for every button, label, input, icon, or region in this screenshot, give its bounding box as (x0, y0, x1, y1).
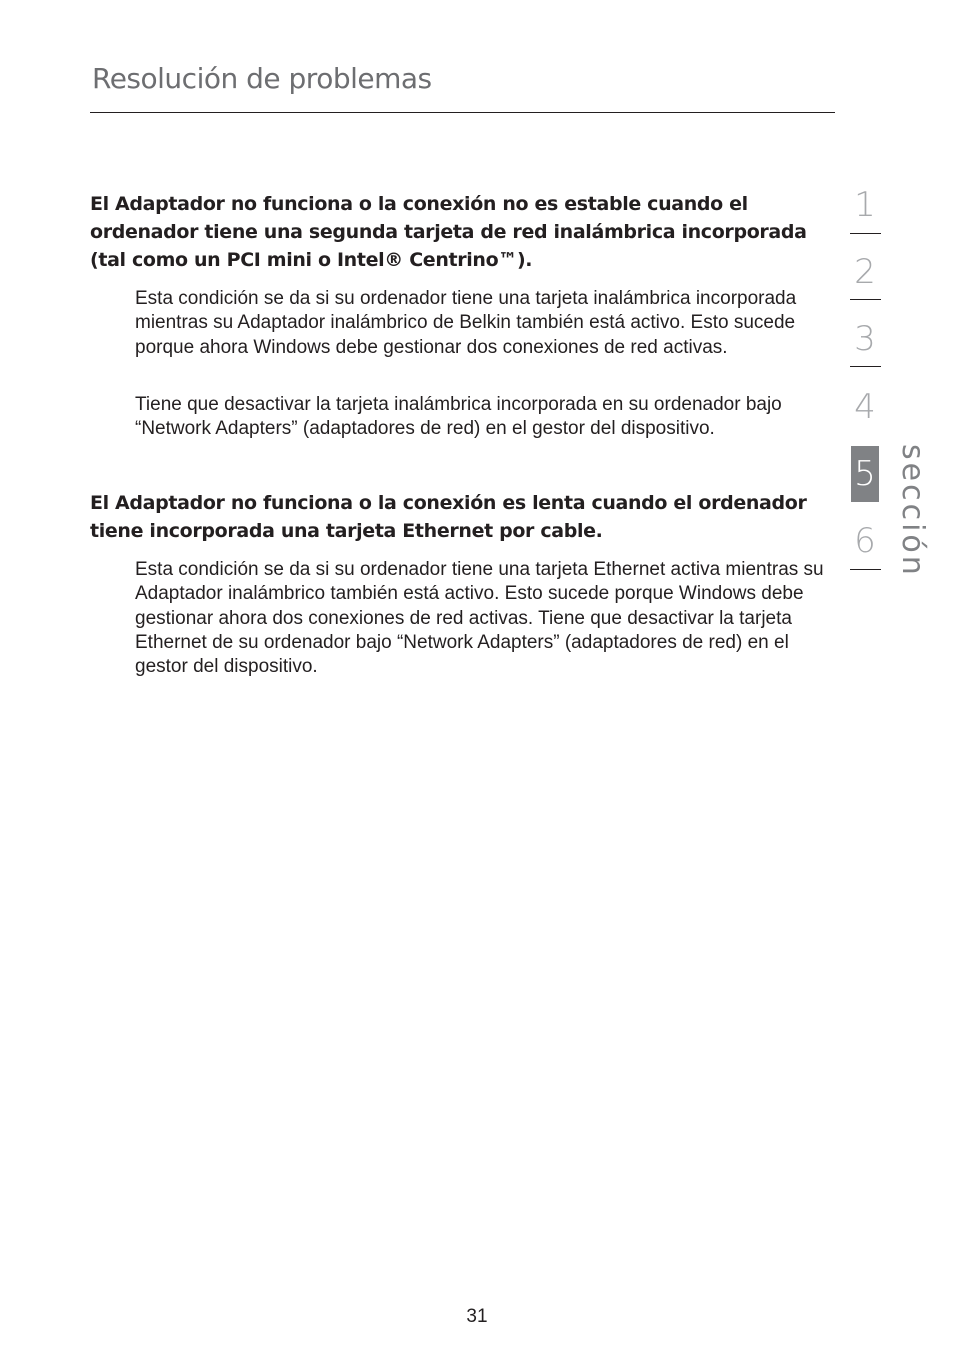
section-nav-divider-1 (850, 233, 881, 234)
section-nav-divider-3 (850, 366, 881, 367)
section-nav-number-6: 6 (854, 521, 876, 561)
page-header-title: Resolución de problemas (92, 62, 432, 95)
section-label: sección (895, 444, 930, 578)
section-heading-2: El Adaptador no funciona o la conexión es lenta cuando el ordenador tiene incorporada una tarjeta Ethernet por cable. (90, 492, 807, 542)
paragraph-1-2: Tiene que desactivar la tarjeta inalámbrica incorporada en su ordenador bajo “Network Adapters” (adaptadores de red) en el gestor del dispositivo. (135, 394, 782, 440)
section-nav-number-5-active: 5 (851, 446, 879, 502)
page-number: 31 (466, 1306, 488, 1327)
paragraph-2-1: Esta condición se da si su ordenador tiene una tarjeta Ethernet activa mientras su Adaptador inalámbrico también está activo. Esto sucede porque Windows debe gestionar ahora dos conexiones de red activas. Tiene que desactivar la tarjeta Ethernet de su ordenador bajo “Network Adapters” (adaptadores de red) en el gestor del dispositivo. (135, 559, 824, 678)
paragraph-1-1: Esta condición se da si su ordenador tiene una tarjeta inalámbrica incorporada mientras su Adaptador inalámbrico de Belkin también está activo. Esto sucede porque ahora Windows debe gestionar dos conexiones de red activas. (135, 288, 797, 358)
header-divider (90, 112, 835, 113)
section-nav-divider-6 (850, 569, 881, 570)
section-nav-divider-2 (850, 299, 881, 300)
section-nav-number-1: 1 (854, 185, 876, 225)
section-nav-number-4: 4 (854, 387, 876, 427)
section-nav-number-3: 3 (854, 319, 876, 359)
section-heading-1: El Adaptador no funciona o la conexión no es estable cuando el ordenador tiene una segunda tarjeta de red inalámbrica incorporada (tal como un PCI mini o Intel® Centrino™). (90, 193, 807, 271)
section-nav-number-2: 2 (854, 252, 876, 292)
